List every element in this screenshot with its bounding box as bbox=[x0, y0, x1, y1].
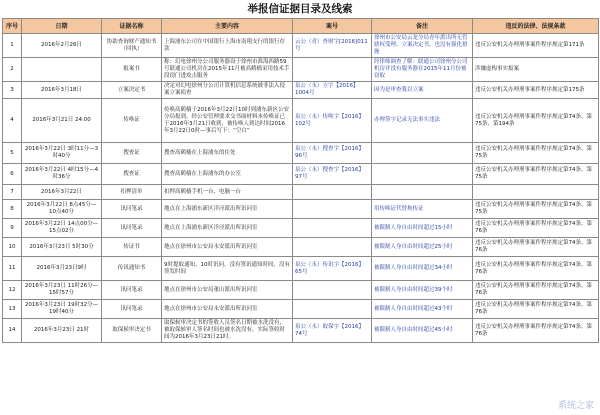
evidence-table bbox=[2, 18, 599, 343]
table-row bbox=[3, 238, 599, 257]
cell-case: 泉公（永）传讯字【2016】65号 bbox=[293, 257, 372, 281]
cell-case bbox=[293, 281, 372, 300]
table-row bbox=[3, 82, 599, 99]
cell-content: 地点在徐州市公安局永安派出所讯问室 bbox=[162, 300, 293, 319]
cell-case: 泉公（永）取保字【2016】74号 bbox=[293, 319, 372, 343]
cell-content: 称：幻电徐州分公司服务器设于徐州市淮海西路59号联通公司机房在2015年11月被高鹤樯采用技术手段窃门进攻击服务 bbox=[162, 58, 293, 82]
cell-no: 2 bbox=[3, 58, 22, 82]
cell-name: 搜查证 bbox=[102, 164, 162, 185]
cell-law: 违反公安机关办理刑事案件程序规定第74条、第76条 bbox=[473, 257, 599, 281]
cell-no: 6 bbox=[3, 164, 22, 185]
cell-content: 决定对幻电徐州分公司计算机信息系统被非法入侵案立案侦查 bbox=[162, 82, 293, 99]
cell-content: 搜查高鹤樯在上海浦东的办公室 bbox=[162, 164, 293, 185]
cell-no: 10 bbox=[3, 238, 22, 257]
cell-law: 违反公安机关办理刑事案件程序规定第74条、第76条 bbox=[473, 281, 599, 300]
cell-name: 协助查询财产通知书（回执） bbox=[102, 34, 162, 58]
cell-law: 违反公安机关办理刑事案件程序规定第74条、第75条 bbox=[473, 143, 599, 164]
cell-law: 违反公安机关办理刑事案件程序规定第74条、第75条 bbox=[473, 200, 599, 219]
cell-name: 传证书 bbox=[102, 238, 162, 257]
cell-law: 涉嫌虚构事实报案 bbox=[473, 58, 599, 82]
cell-content: 地点在上海浦东新区洋泾派出所讯问室 bbox=[162, 219, 293, 238]
cell-note bbox=[372, 164, 473, 185]
cell-content: 地点在徐州市公安局永安派出所讯问室 bbox=[162, 238, 293, 257]
cell-date bbox=[22, 58, 102, 82]
cell-note: 被限制人身自由时间超过39个时 bbox=[372, 281, 473, 300]
cell-content: 传唤高鹤樯于2016年3月22日10时到浦东新区公安分局报到，经公安管理要求交书面材料本传唤证已于2016年3月21日收到，被传唤人到达时间2016年3月22日0时—事后写下：“空白” bbox=[162, 99, 293, 143]
cell-note: 被限制人身自由时间超过43个时 bbox=[372, 300, 473, 319]
cell-no: 5 bbox=[3, 143, 22, 164]
cell-note: 被限制人身自由时间超过34小时 bbox=[372, 257, 473, 281]
col-header-content: 主要内容 bbox=[162, 19, 293, 34]
table-row bbox=[3, 58, 599, 82]
cell-date: 2016年3月23日 19时32分—19时40分 bbox=[22, 300, 102, 319]
cell-note: 被限制人身自由时间超过45小时 bbox=[372, 319, 473, 343]
table-row bbox=[3, 219, 599, 238]
cell-content: 扣押高鹤樯手机一台、电脑一台 bbox=[162, 185, 293, 200]
cell-note: 被限制人身自由时间超过15小时 bbox=[372, 219, 473, 238]
cell-name: 取保候审决定书 bbox=[102, 319, 162, 343]
cell-date: 2016年3月23日9时 bbox=[22, 257, 102, 281]
table-row bbox=[3, 164, 599, 185]
cell-note: 因为是审查我以立案 bbox=[372, 82, 473, 99]
table-row bbox=[3, 34, 599, 58]
table-header-row bbox=[3, 19, 599, 34]
cell-law: 违反公安机关办理刑事案件程序规定第74条、第76条 bbox=[473, 219, 599, 238]
cell-date: 2016年3月21日 24:00 bbox=[22, 99, 102, 143]
cell-law bbox=[473, 185, 599, 200]
cell-date: 2016年3月22日 bbox=[22, 185, 102, 200]
table-row bbox=[3, 200, 599, 219]
table-row bbox=[3, 257, 599, 281]
col-header-no: 序号 bbox=[3, 19, 22, 34]
table-row bbox=[3, 319, 599, 343]
cell-note bbox=[372, 143, 473, 164]
cell-case bbox=[293, 219, 372, 238]
cell-law: 违反公安机关办理刑事案件程序规定第74条、第76条 bbox=[473, 319, 599, 343]
cell-case: 泉公（永）搜查字【2016】96号 bbox=[293, 143, 372, 164]
cell-note: 办理签字记录无法事实违法 bbox=[372, 99, 473, 143]
cell-no: 3 bbox=[3, 82, 22, 99]
cell-no: 13 bbox=[3, 300, 22, 319]
col-header-date: 日期 bbox=[22, 19, 102, 34]
cell-content: 取保候审决定书的签收人员签名日期被水洗没有，被取保候审人签名时间也被水洗没有，实际签收时间为2016年3月23日21时。 bbox=[162, 319, 293, 343]
cell-no: 11 bbox=[3, 257, 22, 281]
cell-date: 2016年3月23日 5时30分 bbox=[22, 238, 102, 257]
cell-note: 经律师调查了解：联通公司徐州分公司机房并没有服务器在2015年11月份被窃取 bbox=[372, 58, 473, 82]
cell-date: 2016年3月22日 8点45分—10点40分 bbox=[22, 200, 102, 219]
table-row bbox=[3, 143, 599, 164]
cell-date: 2016年3月23日 11时26分—15时57分 bbox=[22, 281, 102, 300]
cell-date: 2016年3月18日 bbox=[22, 82, 102, 99]
cell-law: 违反公安机关办理刑事案件程序规定第175条 bbox=[473, 82, 599, 99]
cell-no: 7 bbox=[3, 185, 22, 200]
cell-no: 12 bbox=[3, 281, 22, 300]
cell-name: 扣押清单 bbox=[102, 185, 162, 200]
table-row bbox=[3, 281, 599, 300]
cell-date: 2016年3月23日 21时 bbox=[22, 319, 102, 343]
cell-name: 立案决定书 bbox=[102, 82, 162, 99]
cell-note: 用传唤证代替拘传证 bbox=[372, 200, 473, 219]
cell-name: 讯问笔录 bbox=[102, 219, 162, 238]
document-title: 举报信证据目录及线索 bbox=[247, 3, 353, 15]
cell-content: 地点在上海浦东新区洋泾派出所讯问室 bbox=[162, 200, 293, 219]
cell-name: 讯问笔录 bbox=[102, 200, 162, 219]
cell-case bbox=[293, 238, 372, 257]
cell-no: 1 bbox=[3, 34, 22, 58]
cell-case bbox=[293, 300, 372, 319]
cell-content: 9时提取通知、10时讯问、没有签讯通知时间、没有签发时间 bbox=[162, 257, 293, 281]
watermark-logo: 系统之家 bbox=[557, 401, 594, 411]
cell-law: 违反公安机关办理刑事案件程序规定第171条 bbox=[473, 34, 599, 58]
cell-content: 搜查高鹤樯在上海浦东的住处 bbox=[162, 143, 293, 164]
cell-name: 传讯通知书 bbox=[102, 257, 162, 281]
col-header-note: 备注 bbox=[372, 19, 473, 34]
cell-date: 2016年2月26日 bbox=[22, 34, 102, 58]
cell-case: 泉公（永）立字【2016】1004号 bbox=[293, 82, 372, 99]
cell-content: 上海浦东公司在中国银行上海市南翔支行的银行存款 bbox=[162, 34, 293, 58]
cell-note bbox=[372, 185, 473, 200]
table-row bbox=[3, 185, 599, 200]
cell-date: 2016年3月22日 4时15分—4时36分 bbox=[22, 164, 102, 185]
table-row bbox=[3, 99, 599, 143]
cell-case bbox=[293, 185, 372, 200]
cell-case bbox=[293, 58, 372, 82]
cell-no: 9 bbox=[3, 219, 22, 238]
cell-case: 泉公（永）传唤字【2016】102号 bbox=[293, 99, 372, 143]
cell-content: 地点在徐州市公安局董山派出所讯问室 bbox=[162, 281, 293, 300]
cell-law: 违反公安机关办理刑事案件程序规定第74条、第76条 bbox=[473, 300, 599, 319]
cell-law: 违反公安机关办理刑事案件程序规定第74条、第76条 bbox=[473, 238, 599, 257]
cell-case bbox=[293, 200, 372, 219]
cell-name: 传唤证 bbox=[102, 99, 162, 143]
cell-case: 云公（青）查财字[2016]011号 bbox=[293, 34, 372, 58]
cell-no: 14 bbox=[3, 319, 22, 343]
col-header-law: 违反的法律、法规条款 bbox=[473, 19, 599, 34]
cell-no: 4 bbox=[3, 99, 22, 143]
col-header-case: 案号 bbox=[293, 19, 372, 34]
cell-date: 2016年3月22日 3时11分—3时40分 bbox=[22, 143, 102, 164]
cell-name: 讯问笔录 bbox=[102, 281, 162, 300]
cell-note: 徐州市公安局云龙分局青年派出所无管辖权受理、立案决定书，也没有强化措施 bbox=[372, 34, 473, 58]
cell-name: 讯问笔录 bbox=[102, 300, 162, 319]
cell-case: 泉公（永）搜查字【2016】97号 bbox=[293, 164, 372, 185]
cell-note: 被限制人身自由时间超过25小时 bbox=[372, 238, 473, 257]
cell-name: 报案书 bbox=[102, 58, 162, 82]
col-header-name: 证据名称 bbox=[102, 19, 162, 34]
table-row bbox=[3, 300, 599, 319]
cell-law: 违反公安机关办理刑事案件程序规定第74条、第75条 bbox=[473, 164, 599, 185]
cell-name: 搜查证 bbox=[102, 143, 162, 164]
cell-no: 8 bbox=[3, 200, 22, 219]
cell-law: 违反公安机关办理刑事案件程序规定第74条、第75条、第194条 bbox=[473, 99, 599, 143]
cell-date: 2016年3月22日 14点00分—15点02分 bbox=[22, 219, 102, 238]
